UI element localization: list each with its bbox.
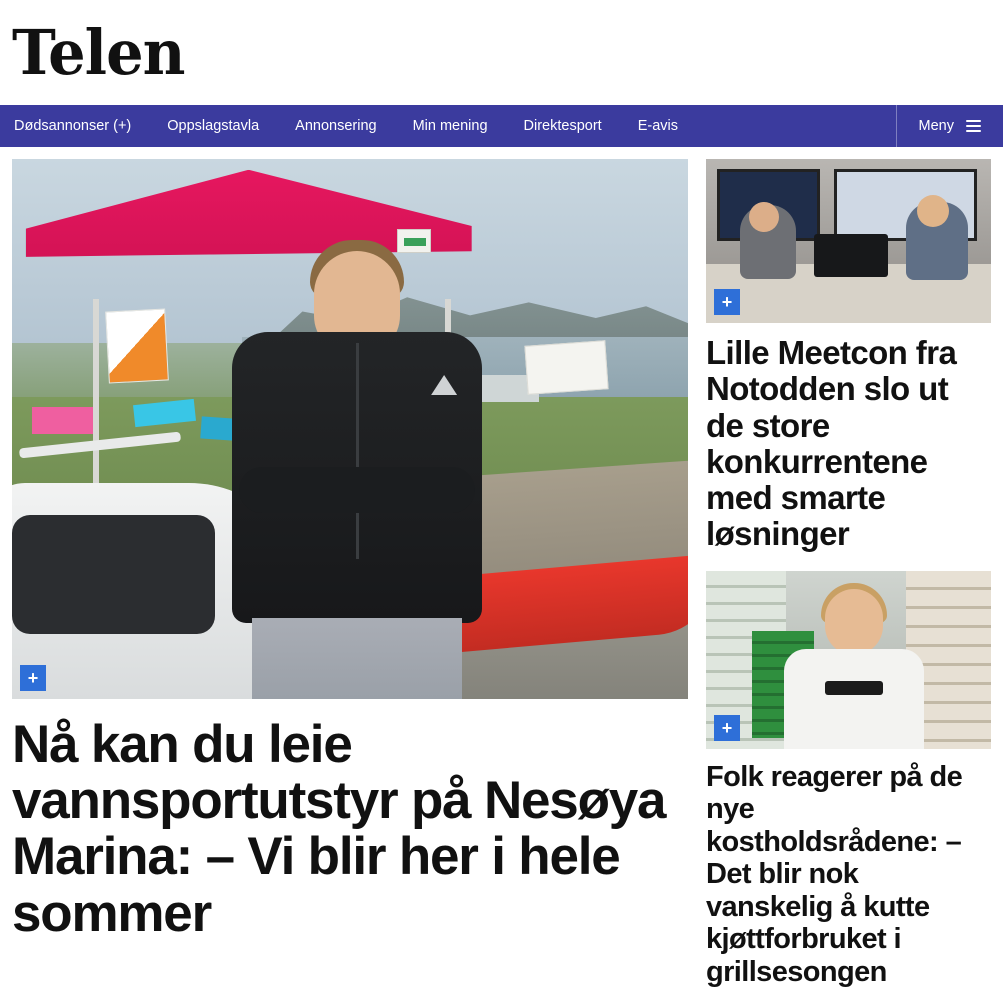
photo-person-arms	[239, 467, 475, 513]
photo-laptop	[814, 234, 888, 277]
nav-item-oppslagstavla[interactable]: Oppslagstavla	[167, 118, 260, 134]
photo-person-tshirt-logo	[825, 681, 883, 695]
photo-orienteering-flag	[105, 309, 169, 384]
nav-item-min-mening[interactable]: Min mening	[412, 118, 488, 134]
photo-boat-deck	[12, 515, 215, 634]
photo-person-head	[825, 589, 883, 655]
photo-person-zipper	[356, 343, 359, 559]
site-logo[interactable]: Telen	[12, 15, 185, 89]
nav-item-dodsannonser[interactable]: Dødsannonser (+)	[14, 118, 132, 134]
photo-person-right-head	[917, 195, 949, 227]
plus-badge-icon: +	[714, 289, 740, 315]
article-side-2[interactable]	[706, 571, 991, 988]
main-column	[0, 147, 700, 988]
hamburger-icon	[966, 120, 981, 132]
nav-item-annonsering[interactable]: Annonsering	[295, 118, 377, 134]
article-side-1-image[interactable]	[706, 159, 991, 323]
article-side-1[interactable]	[706, 159, 991, 553]
content-grid	[0, 147, 1003, 988]
article-main-headline[interactable]: Nå kan du leie vannsportutstyr på Nesøya Marina: – Vi blir her i hele sommer	[12, 715, 666, 943]
nav-item-list	[0, 105, 896, 147]
nav-item-direktesport[interactable]: Direktesport	[523, 118, 602, 134]
menu-button[interactable]	[896, 105, 1003, 147]
photo-person-legs	[252, 618, 462, 699]
main-navigation	[0, 105, 1003, 147]
photo-person-tshirt	[784, 649, 924, 749]
article-main-image[interactable]	[12, 159, 688, 699]
article-side-2-image[interactable]	[706, 571, 991, 749]
article-main[interactable]	[12, 159, 688, 942]
photo-gear-pink	[32, 407, 93, 434]
site-masthead	[0, 0, 1003, 105]
menu-button-label: Meny	[918, 118, 954, 134]
article-side-1-headline[interactable]: Lille Meetcon fra Notodden slo ut de store konkurrentene med smarte løsninger	[706, 334, 957, 553]
plus-badge-icon: +	[714, 715, 740, 741]
photo-sign	[524, 340, 608, 394]
nav-item-e-avis[interactable]: E-avis	[637, 118, 678, 134]
plus-badge-icon: +	[20, 665, 46, 691]
article-side-2-headline[interactable]: Folk reagerer på de nye kostholdsrådene: – Det blir nok vanskelig å kutte kjøttforbruket i grillsesongen	[706, 760, 963, 988]
photo-person-left-head	[749, 202, 779, 232]
side-column	[700, 147, 1003, 988]
photo-tent-tag	[397, 229, 431, 253]
